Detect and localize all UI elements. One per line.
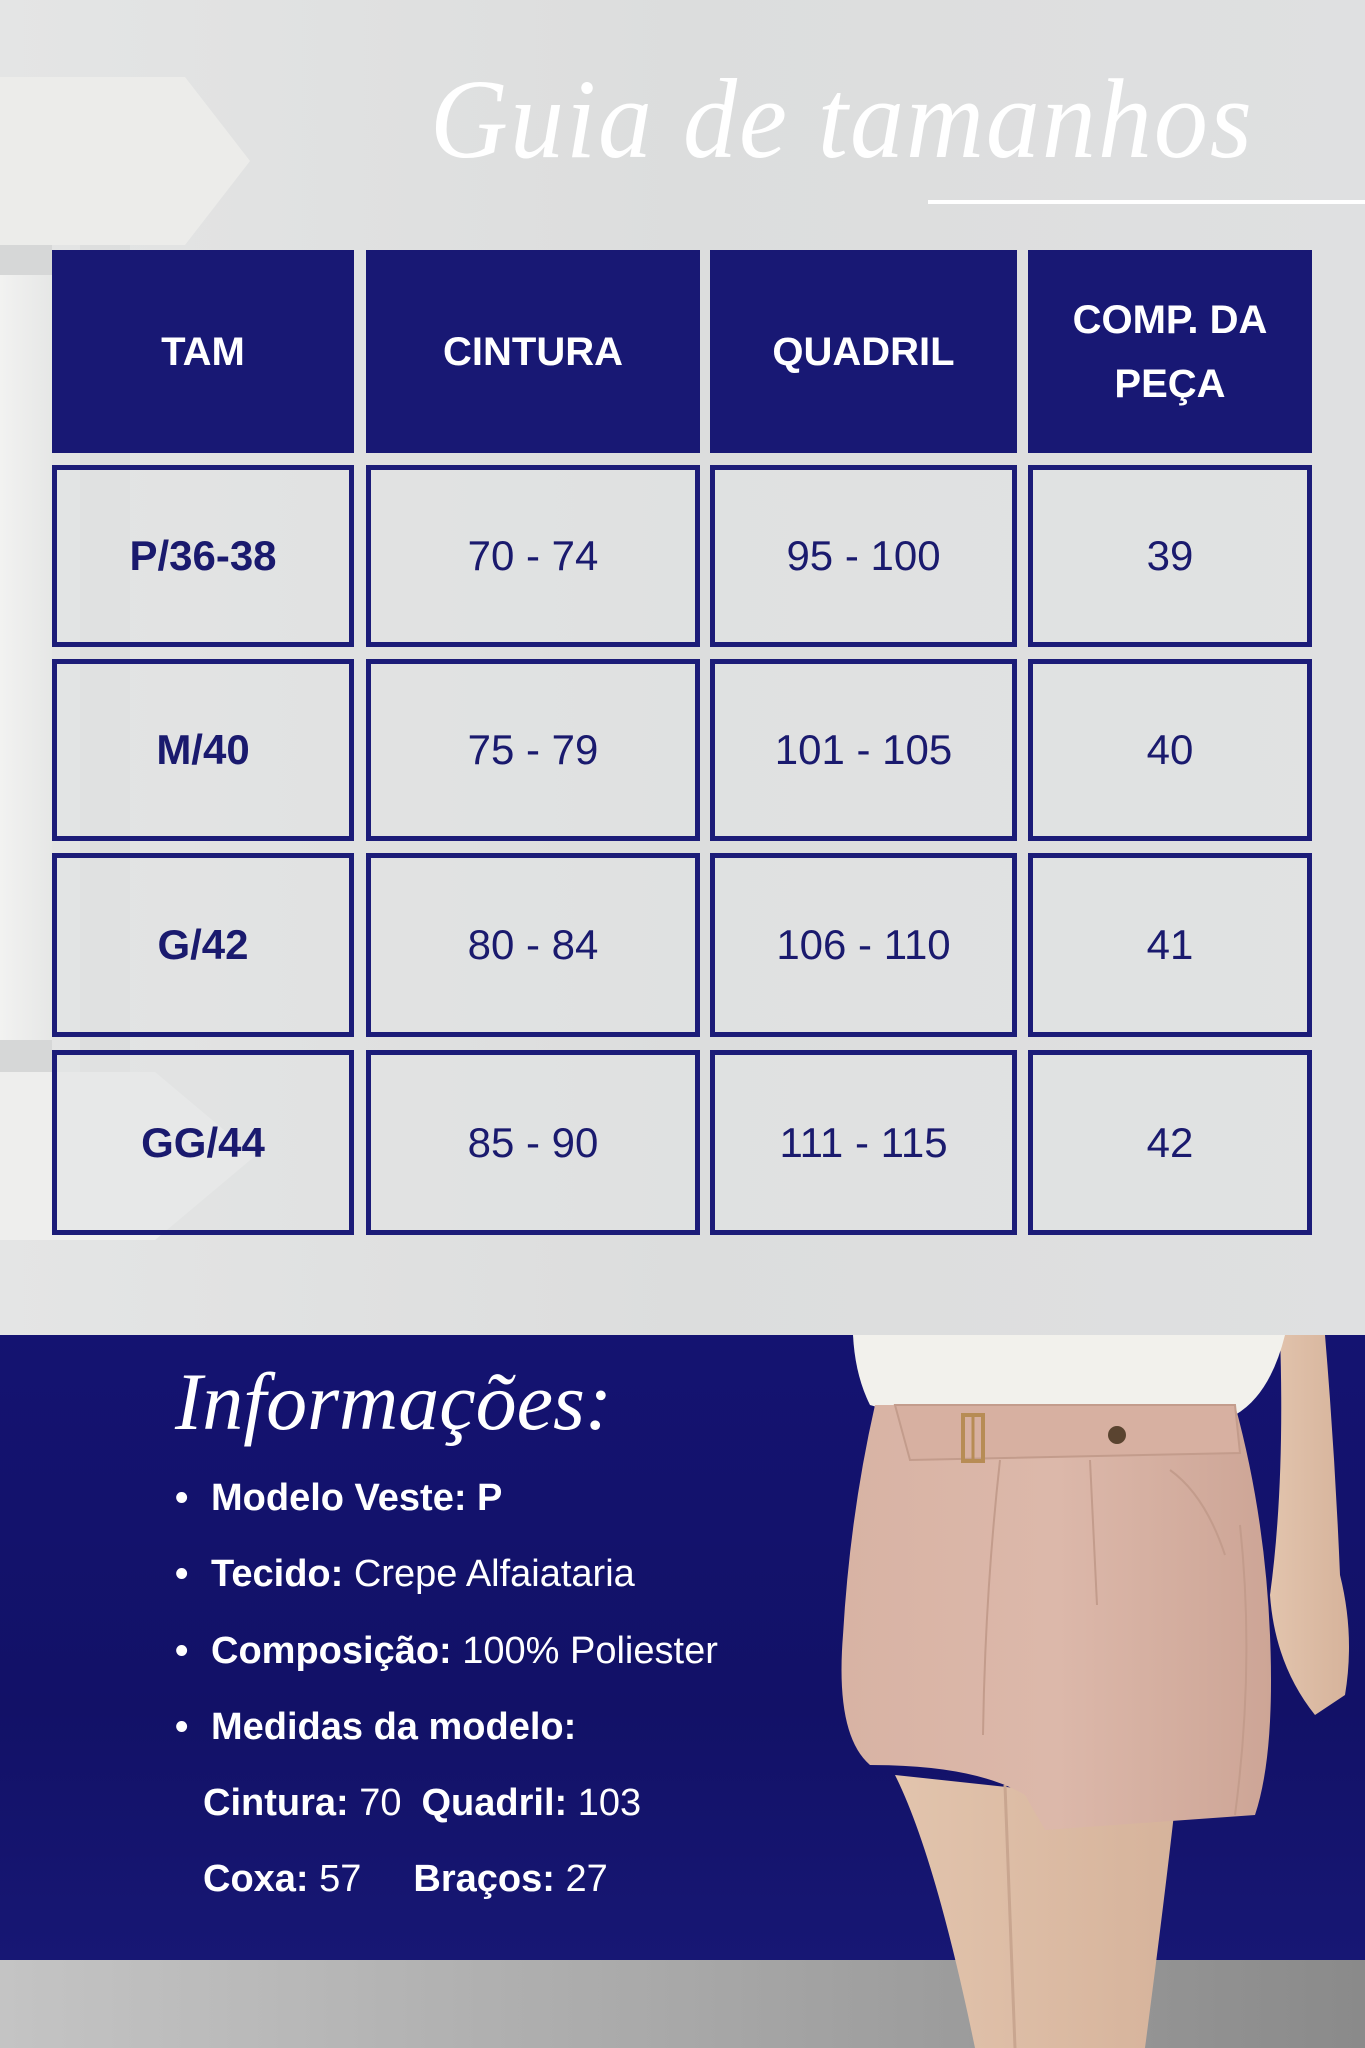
table-cell-quadril: 111 - 115 <box>710 1050 1017 1235</box>
info-item-medidas: • Medidas da modelo: <box>175 1702 576 1752</box>
info-item-composicao: • Composição: 100% Poliester <box>175 1626 718 1676</box>
coxa-value: 57 <box>308 1858 362 1900</box>
column-header-cintura: CINTURA <box>366 250 700 453</box>
table-cell-comp: 39 <box>1028 465 1312 647</box>
measurements-line-1 <box>203 1778 641 1828</box>
table-cell-quadril: 101 - 105 <box>710 659 1017 841</box>
cintura-label: Cintura: <box>203 1782 349 1824</box>
info-heading: Informações: <box>175 1356 613 1447</box>
table-cell-size: M/40 <box>52 659 354 841</box>
page-title: Guia de tamanhos <box>430 57 1254 183</box>
column-header-quadril: QUADRIL <box>710 250 1017 453</box>
table-cell-comp: 41 <box>1028 853 1312 1037</box>
info-item-tecido: • Tecido: Crepe Alfaiataria <box>175 1549 635 1599</box>
bullet-icon: • <box>175 1630 189 1672</box>
quadril-value: 103 <box>567 1782 642 1824</box>
bracos-value: 27 <box>554 1858 608 1900</box>
quadril-label: Quadril: <box>421 1782 568 1824</box>
decorative-band <box>0 245 52 275</box>
cintura-value: 70 <box>348 1782 402 1824</box>
table-cell-cintura: 80 - 84 <box>366 853 700 1037</box>
bullet-icon: • <box>175 1477 189 1519</box>
column-header-comp: COMP. DA PEÇA <box>1028 250 1312 453</box>
table-cell-comp: 40 <box>1028 659 1312 841</box>
product-photo <box>815 1335 1365 2048</box>
bracos-label: Braços: <box>413 1858 555 1900</box>
table-cell-comp: 42 <box>1028 1050 1312 1235</box>
info-item-modelo-veste: • Modelo Veste: P <box>175 1473 502 1523</box>
table-cell-cintura: 75 - 79 <box>366 659 700 841</box>
table-cell-cintura: 70 - 74 <box>366 465 700 647</box>
decorative-band <box>0 1040 52 1072</box>
bullet-icon: • <box>175 1706 189 1748</box>
bullet-icon: • <box>175 1553 189 1595</box>
table-cell-quadril: 95 - 100 <box>710 465 1017 647</box>
table-cell-quadril: 106 - 110 <box>710 853 1017 1037</box>
title-underline <box>928 200 1365 204</box>
table-cell-cintura: 85 - 90 <box>366 1050 700 1235</box>
column-header-tam: TAM <box>52 250 354 453</box>
coxa-label: Coxa: <box>203 1858 309 1900</box>
measurements-line-2 <box>203 1854 608 1904</box>
table-cell-size: P/36-38 <box>52 465 354 647</box>
table-cell-size: G/42 <box>52 853 354 1037</box>
table-cell-size: GG/44 <box>52 1050 354 1235</box>
